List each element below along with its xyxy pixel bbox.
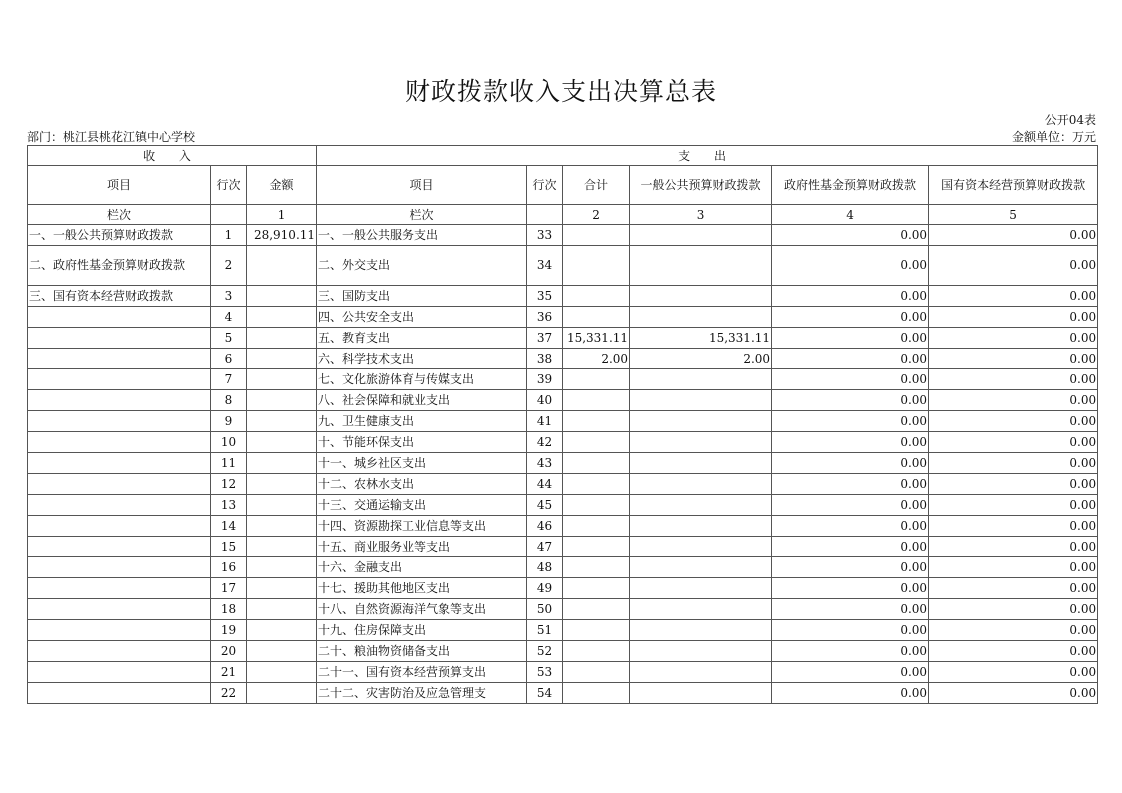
state-value: 0.00 xyxy=(929,682,1098,703)
column-index-row xyxy=(28,205,1098,225)
total-value: 2.00 xyxy=(563,348,630,369)
expense-row-no-header: 行次 xyxy=(527,166,563,205)
income-item xyxy=(28,641,211,662)
income-amount xyxy=(247,306,317,327)
state-value: 0.00 xyxy=(929,620,1098,641)
expense-row-no: 45 xyxy=(527,494,563,515)
income-row-no: 13 xyxy=(211,494,247,515)
general-value xyxy=(630,369,772,390)
expense-item: 四、公共安全支出 xyxy=(317,306,527,327)
fund-value: 0.00 xyxy=(772,306,929,327)
income-item xyxy=(28,494,211,515)
income-row-no: 11 xyxy=(211,453,247,474)
department-label: 部门：桃江县桃花江镇中心学校 xyxy=(27,130,196,144)
fund-value: 0.00 xyxy=(772,245,929,285)
income-row-no: 2 xyxy=(211,245,247,285)
income-amount xyxy=(247,578,317,599)
expense-row-no: 49 xyxy=(527,578,563,599)
fund-value: 0.00 xyxy=(772,285,929,306)
total-value xyxy=(563,620,630,641)
income-row-no: 8 xyxy=(211,390,247,411)
fund-value: 0.00 xyxy=(772,473,929,494)
expense-item: 十一、城乡社区支出 xyxy=(317,453,527,474)
total-value: 15,331.11 xyxy=(563,327,630,348)
expense-item: 九、卫生健康支出 xyxy=(317,411,527,432)
general-value xyxy=(630,557,772,578)
general-value xyxy=(630,306,772,327)
income-item xyxy=(28,682,211,703)
income-item xyxy=(28,327,211,348)
fund-value: 0.00 xyxy=(772,494,929,515)
income-row-no: 21 xyxy=(211,661,247,682)
table-row xyxy=(28,557,1098,578)
table-row xyxy=(28,245,1098,285)
state-value: 0.00 xyxy=(929,453,1098,474)
income-amount xyxy=(247,661,317,682)
state-value: 0.00 xyxy=(929,599,1098,620)
total-value xyxy=(563,285,630,306)
fund-value: 0.00 xyxy=(772,411,929,432)
income-row-no: 14 xyxy=(211,515,247,536)
expense-row-no: 50 xyxy=(527,599,563,620)
state-value: 0.00 xyxy=(929,536,1098,557)
state-value: 0.00 xyxy=(929,494,1098,515)
income-amount xyxy=(247,641,317,662)
expense-group-header: 支 出 xyxy=(317,146,1098,166)
income-group-header: 收 入 xyxy=(28,146,317,166)
income-row-no: 9 xyxy=(211,411,247,432)
total-value xyxy=(563,411,630,432)
expense-item: 十二、农林水支出 xyxy=(317,473,527,494)
income-item xyxy=(28,515,211,536)
income-amount xyxy=(247,620,317,641)
expense-row-no: 53 xyxy=(527,661,563,682)
income-amount xyxy=(247,369,317,390)
expense-row-no: 39 xyxy=(527,369,563,390)
income-row-no: 4 xyxy=(211,306,247,327)
expense-row-no: 54 xyxy=(527,682,563,703)
income-row-no: 19 xyxy=(211,620,247,641)
index-cell: 5 xyxy=(929,205,1098,225)
state-value: 0.00 xyxy=(929,369,1098,390)
state-value: 0.00 xyxy=(929,661,1098,682)
income-item xyxy=(28,536,211,557)
general-value xyxy=(630,515,772,536)
index-label: 栏次 xyxy=(28,205,211,225)
total-value xyxy=(563,641,630,662)
fund-value: 0.00 xyxy=(772,390,929,411)
fund-value: 0.00 xyxy=(772,327,929,348)
table-row xyxy=(28,641,1098,662)
fund-value: 0.00 xyxy=(772,225,929,246)
general-value: 15,331.11 xyxy=(630,327,772,348)
table-row xyxy=(28,369,1098,390)
table-row xyxy=(28,348,1098,369)
index-cell: 1 xyxy=(247,205,317,225)
expense-item: 五、教育支出 xyxy=(317,327,527,348)
gov-fund-header: 政府性基金预算财政拨款 xyxy=(772,166,929,205)
column-header-row xyxy=(28,166,1098,205)
expense-row-no: 33 xyxy=(527,225,563,246)
expense-row-no: 46 xyxy=(527,515,563,536)
expense-item: 二十、粮油物资储备支出 xyxy=(317,641,527,662)
table-row xyxy=(28,578,1098,599)
income-row-no: 17 xyxy=(211,578,247,599)
fund-value: 0.00 xyxy=(772,578,929,599)
expense-item-header: 项目 xyxy=(317,166,527,205)
expense-item: 十六、金融支出 xyxy=(317,557,527,578)
income-row-no: 7 xyxy=(211,369,247,390)
income-row-no: 22 xyxy=(211,682,247,703)
state-value: 0.00 xyxy=(929,306,1098,327)
income-amount xyxy=(247,411,317,432)
fund-value: 0.00 xyxy=(772,599,929,620)
income-amount xyxy=(247,515,317,536)
income-item xyxy=(28,348,211,369)
page-title: 财政拨款收入支出决算总表 xyxy=(404,77,717,106)
income-amount xyxy=(247,245,317,285)
income-amount xyxy=(247,494,317,515)
income-item xyxy=(28,661,211,682)
expense-row-no: 43 xyxy=(527,453,563,474)
state-value: 0.00 xyxy=(929,225,1098,246)
general-value xyxy=(630,245,772,285)
total-value xyxy=(563,390,630,411)
group-header-row xyxy=(28,146,1098,166)
income-item: 三、国有资本经营财政拨款 xyxy=(28,285,211,306)
income-item: 一、一般公共预算财政拨款 xyxy=(28,225,211,246)
index-cell: 2 xyxy=(563,205,630,225)
fund-value: 0.00 xyxy=(772,661,929,682)
fund-value: 0.00 xyxy=(772,348,929,369)
expense-item: 七、文化旅游体育与传媒支出 xyxy=(317,369,527,390)
state-value: 0.00 xyxy=(929,285,1098,306)
fund-value: 0.00 xyxy=(772,536,929,557)
income-item xyxy=(28,390,211,411)
fund-value: 0.00 xyxy=(772,682,929,703)
general-value xyxy=(630,661,772,682)
total-value xyxy=(563,494,630,515)
income-row-no: 16 xyxy=(211,557,247,578)
general-value xyxy=(630,432,772,453)
total-value xyxy=(563,245,630,285)
income-row-no: 12 xyxy=(211,473,247,494)
expense-row-no: 48 xyxy=(527,557,563,578)
total-value xyxy=(563,661,630,682)
fund-value: 0.00 xyxy=(772,641,929,662)
income-row-no: 20 xyxy=(211,641,247,662)
expense-row-no: 36 xyxy=(527,306,563,327)
expense-item: 八、社会保障和就业支出 xyxy=(317,390,527,411)
expense-item: 十、节能环保支出 xyxy=(317,432,527,453)
income-amount: 28,910.11 xyxy=(247,225,317,246)
general-value xyxy=(630,411,772,432)
expense-item: 一、一般公共服务支出 xyxy=(317,225,527,246)
expense-item: 三、国防支出 xyxy=(317,285,527,306)
state-value: 0.00 xyxy=(929,348,1098,369)
income-amount xyxy=(247,432,317,453)
expense-item: 二十二、灾害防治及应急管理支 xyxy=(317,682,527,703)
expense-item: 十五、商业服务业等支出 xyxy=(317,536,527,557)
income-item xyxy=(28,306,211,327)
expense-row-no: 51 xyxy=(527,620,563,641)
expense-row-no: 41 xyxy=(527,411,563,432)
state-value: 0.00 xyxy=(929,578,1098,599)
state-value: 0.00 xyxy=(929,390,1098,411)
general-budget-header: 一般公共预算财政拨款 xyxy=(630,166,772,205)
index-label: 栏次 xyxy=(317,205,527,225)
income-amount xyxy=(247,682,317,703)
income-item xyxy=(28,557,211,578)
general-value xyxy=(630,225,772,246)
table-row xyxy=(28,473,1098,494)
income-row-no-header: 行次 xyxy=(211,166,247,205)
income-amount xyxy=(247,453,317,474)
index-cell: 4 xyxy=(772,205,929,225)
general-value: 2.00 xyxy=(630,348,772,369)
expense-item: 六、科学技术支出 xyxy=(317,348,527,369)
table-row xyxy=(28,432,1098,453)
income-item-header: 项目 xyxy=(28,166,211,205)
expense-item: 二十一、国有资本经营预算支出 xyxy=(317,661,527,682)
state-value: 0.00 xyxy=(929,411,1098,432)
expense-item: 十四、资源勘探工业信息等支出 xyxy=(317,515,527,536)
expense-item: 十三、交通运输支出 xyxy=(317,494,527,515)
expense-item: 十八、自然资源海洋气象等支出 xyxy=(317,599,527,620)
income-amount xyxy=(247,536,317,557)
total-value xyxy=(563,682,630,703)
fund-value: 0.00 xyxy=(772,369,929,390)
income-amount xyxy=(247,327,317,348)
expense-row-no: 40 xyxy=(527,390,563,411)
table-row xyxy=(28,306,1098,327)
income-amount xyxy=(247,348,317,369)
state-value: 0.00 xyxy=(929,641,1098,662)
expense-row-no: 34 xyxy=(527,245,563,285)
table-row xyxy=(28,327,1098,348)
total-value xyxy=(563,453,630,474)
total-value xyxy=(563,306,630,327)
income-row-no: 5 xyxy=(211,327,247,348)
expense-item: 二、外交支出 xyxy=(317,245,527,285)
table-row xyxy=(28,682,1098,703)
table-row xyxy=(28,411,1098,432)
total-value xyxy=(563,473,630,494)
table-row xyxy=(28,390,1098,411)
fund-value: 0.00 xyxy=(772,557,929,578)
table-row xyxy=(28,494,1098,515)
form-number: 公开04表 xyxy=(1044,113,1096,127)
income-amount xyxy=(247,473,317,494)
fiscal-summary-table xyxy=(27,145,1098,704)
general-value xyxy=(630,682,772,703)
income-amount xyxy=(247,285,317,306)
expense-row-no: 38 xyxy=(527,348,563,369)
total-value xyxy=(563,578,630,599)
income-amount xyxy=(247,557,317,578)
income-row-no: 10 xyxy=(211,432,247,453)
income-row-no: 15 xyxy=(211,536,247,557)
income-item xyxy=(28,473,211,494)
general-value xyxy=(630,620,772,641)
fund-value: 0.00 xyxy=(772,432,929,453)
state-value: 0.00 xyxy=(929,515,1098,536)
index-cell: 3 xyxy=(630,205,772,225)
expense-row-no: 47 xyxy=(527,536,563,557)
table-row xyxy=(28,620,1098,641)
income-item xyxy=(28,599,211,620)
general-value xyxy=(630,494,772,515)
table-row xyxy=(28,661,1098,682)
income-item xyxy=(28,578,211,599)
income-item xyxy=(28,620,211,641)
general-value xyxy=(630,285,772,306)
income-row-no: 3 xyxy=(211,285,247,306)
index-cell xyxy=(527,205,563,225)
table-row xyxy=(28,536,1098,557)
general-value xyxy=(630,453,772,474)
table-row xyxy=(28,225,1098,246)
income-row-no: 1 xyxy=(211,225,247,246)
total-value xyxy=(563,557,630,578)
income-row-no: 6 xyxy=(211,348,247,369)
state-capital-header: 国有资本经营预算财政拨款 xyxy=(929,166,1098,205)
expense-item: 十七、援助其他地区支出 xyxy=(317,578,527,599)
total-value xyxy=(563,225,630,246)
general-value xyxy=(630,390,772,411)
income-item xyxy=(28,369,211,390)
index-cell xyxy=(211,205,247,225)
table-row xyxy=(28,515,1098,536)
state-value: 0.00 xyxy=(929,245,1098,285)
expense-row-no: 37 xyxy=(527,327,563,348)
general-value xyxy=(630,536,772,557)
general-value xyxy=(630,599,772,620)
total-value xyxy=(563,599,630,620)
state-value: 0.00 xyxy=(929,432,1098,453)
total-value xyxy=(563,515,630,536)
income-item xyxy=(28,432,211,453)
amount-unit-label: 金额单位：万元 xyxy=(1011,130,1096,144)
expense-item: 十九、住房保障支出 xyxy=(317,620,527,641)
table-row xyxy=(28,453,1098,474)
income-item: 二、政府性基金预算财政拨款 xyxy=(28,245,211,285)
income-amount xyxy=(247,390,317,411)
total-value xyxy=(563,536,630,557)
total-header: 合计 xyxy=(563,166,630,205)
income-row-no: 18 xyxy=(211,599,247,620)
fund-value: 0.00 xyxy=(772,515,929,536)
table-row xyxy=(28,599,1098,620)
expense-row-no: 52 xyxy=(527,641,563,662)
expense-row-no: 44 xyxy=(527,473,563,494)
state-value: 0.00 xyxy=(929,327,1098,348)
expense-row-no: 42 xyxy=(527,432,563,453)
total-value xyxy=(563,369,630,390)
fund-value: 0.00 xyxy=(772,620,929,641)
general-value xyxy=(630,473,772,494)
income-amount-header: 金额 xyxy=(247,166,317,205)
table-row xyxy=(28,285,1098,306)
income-item xyxy=(28,411,211,432)
income-item xyxy=(28,453,211,474)
income-amount xyxy=(247,599,317,620)
general-value xyxy=(630,578,772,599)
expense-row-no: 35 xyxy=(527,285,563,306)
fund-value: 0.00 xyxy=(772,453,929,474)
state-value: 0.00 xyxy=(929,473,1098,494)
total-value xyxy=(563,432,630,453)
general-value xyxy=(630,641,772,662)
state-value: 0.00 xyxy=(929,557,1098,578)
